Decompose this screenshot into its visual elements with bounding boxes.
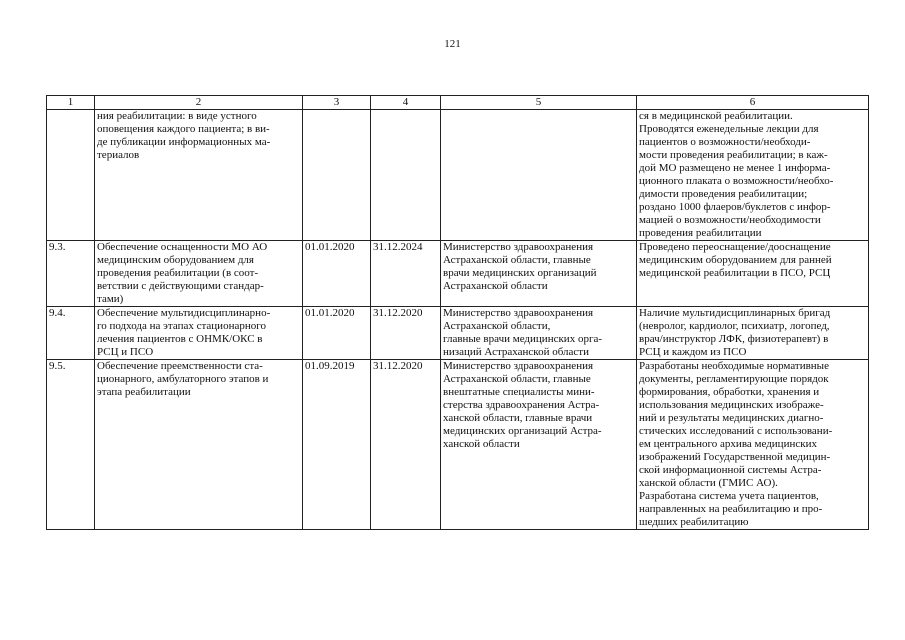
cell-text-line: медицинских организаций Астра-: [443, 425, 602, 437]
table-header-row: [47, 96, 869, 110]
start-date-cell: 01.09.2019: [303, 360, 371, 530]
header-col-1: 1: [47, 96, 95, 110]
cell-text-line: Астраханской области, главные: [443, 254, 591, 266]
cell-text-line: РСЦ и ПСО: [97, 346, 154, 358]
cell-text-line: тами): [97, 293, 124, 305]
responsible-cell: [441, 241, 637, 307]
result-cell: [637, 360, 869, 530]
row-number-cell: 9.4.: [47, 307, 95, 360]
cell-text-line: лечения пациентов с ОНМК/ОКС в: [97, 333, 263, 345]
cell-text-line: низаций Астраханской области: [443, 346, 589, 358]
cell-text-line: ханской области: [443, 438, 520, 450]
cell-text-line: Астраханской области: [443, 280, 548, 292]
cell-text-line: дой МО размещено не менее 1 информа-: [639, 162, 831, 174]
table-row: [47, 241, 869, 307]
cell-text-line: медицинским оборудованием для: [97, 254, 254, 266]
cell-text-line: ской информационной системы Астра-: [639, 464, 822, 476]
cell-text-line: документы, регламентирующие порядок: [639, 373, 829, 385]
cell-text-line: ния реабилитации: в виде устного: [97, 110, 257, 122]
event-cell: [95, 241, 303, 307]
cell-text-line: внештатные специалисты мини-: [443, 386, 595, 398]
cell-text-line: Наличие мультидисциплинарных бригад: [639, 307, 831, 319]
responsible-cell: [441, 307, 637, 360]
cell-text-line: формирования, обработки, хранения и: [639, 386, 820, 398]
cell-text-line: Астраханской области, главные: [443, 373, 591, 385]
row-number-cell: 9.5.: [47, 360, 95, 530]
result-cell: [637, 241, 869, 307]
cell-text-line: шедших реабилитацию: [639, 516, 749, 528]
cell-text-line: роздано 1000 флаеров/буклетов с инфор-: [639, 201, 831, 213]
cell-text-line: этапа реабилитации: [97, 386, 191, 398]
event-cell: [95, 307, 303, 360]
cell-text-line: мости проведения реабилитации; в каж-: [639, 149, 828, 161]
cell-text-line: проведения реабилитации (в соот-: [97, 267, 259, 279]
start-date-cell: 01.01.2020: [303, 241, 371, 307]
cell-text-line: димости проведения реабилитации;: [639, 188, 808, 200]
result-cell: [637, 307, 869, 360]
header-col-2: 2: [95, 96, 303, 110]
table-row: [47, 360, 869, 530]
cell-text-line: го подхода на этапах стационарного: [97, 320, 266, 332]
event-cell: [95, 360, 303, 530]
cell-text-line: Обеспечение преемственности ста-: [97, 360, 263, 372]
cell-text-line: ханской области (ГМИС АО).: [639, 477, 778, 489]
responsible-cell: [441, 360, 637, 530]
cell-text-line: ционарного, амбулаторного этапов и: [97, 373, 269, 385]
cell-text-line: Министерство здравоохранения: [443, 241, 594, 253]
responsible-cell: [441, 110, 637, 241]
cell-text-line: оповещения каждого пациента; в ви-: [97, 123, 270, 135]
cell-text-line: Министерство здравоохранения: [443, 360, 594, 372]
event-cell: [95, 110, 303, 241]
cell-text-line: Министерство здравоохранения: [443, 307, 594, 319]
row-number-cell: 9.3.: [47, 241, 95, 307]
cell-text-line: ветствии с действующими стандар-: [97, 280, 264, 292]
end-date-cell: 31.12.2024: [371, 241, 441, 307]
header-col-6: 6: [637, 96, 869, 110]
cell-text-line: стических исследований с использовани-: [639, 425, 833, 437]
cell-text-line: направленных на реабилитацию и про-: [639, 503, 823, 515]
cell-text-line: проведения реабилитации: [639, 227, 762, 239]
cell-text-line: врачи медицинских организаций: [443, 267, 597, 279]
table-body: [47, 110, 869, 530]
start-date-cell: 01.01.2020: [303, 307, 371, 360]
cell-text-line: изображений Государственной медицин-: [639, 451, 831, 463]
header-col-3: 3: [303, 96, 371, 110]
cell-text-line: де публикации информационных ма-: [97, 136, 271, 148]
end-date-cell: [371, 110, 441, 241]
cell-text-line: РСЦ и каждом из ПСО: [639, 346, 747, 358]
cell-text-line: Проводятся еженедельные лекции для: [639, 123, 819, 135]
cell-text-line: (невролог, кардиолог, психиатр, логопед,: [639, 320, 830, 332]
cell-text-line: териалов: [97, 149, 140, 161]
cell-text-line: ханской области, главные врачи: [443, 412, 593, 424]
cell-text-line: Обеспечение оснащенности МО АО: [97, 241, 268, 253]
cell-text-line: ционного плаката о возможности/необхо-: [639, 175, 834, 187]
cell-text-line: ся в медицинской реабилитации.: [639, 110, 793, 122]
page-number: 121: [444, 38, 461, 50]
cell-text-line: пациентов о возможности/необходи-: [639, 136, 811, 148]
cell-text-line: главные врачи медицинских орга-: [443, 333, 602, 345]
header-col-5: 5: [441, 96, 637, 110]
row-number-cell: [47, 110, 95, 241]
table-row: [47, 110, 869, 241]
cell-text-line: стерства здравоохранения Астра-: [443, 399, 600, 411]
cell-text-line: Разработана система учета пациентов,: [639, 490, 819, 502]
document-table: [46, 95, 869, 530]
start-date-cell: [303, 110, 371, 241]
cell-text-line: мацией о возможности/необходимости: [639, 214, 821, 226]
cell-text-line: использования медицинских изображе-: [639, 399, 824, 411]
cell-text-line: Обеспечение мультидисциплинарно-: [97, 307, 271, 319]
cell-text-line: ем центрального архива медицинских: [639, 438, 817, 450]
cell-text-line: Астраханской области,: [443, 320, 551, 332]
cell-text-line: врач/инструктор ЛФК, физиотерапевт) в: [639, 333, 829, 345]
cell-text-line: ний и результаты медицинских диагно-: [639, 412, 824, 424]
cell-text-line: Проведено переоснащение/дооснащение: [639, 241, 831, 253]
end-date-cell: 31.12.2020: [371, 360, 441, 530]
cell-text-line: медицинской реабилитации в ПСО, РСЦ: [639, 267, 831, 279]
header-col-4: 4: [371, 96, 441, 110]
cell-text-line: Разработаны необходимые нормативные: [639, 360, 829, 372]
table-row: [47, 307, 869, 360]
result-cell: [637, 110, 869, 241]
cell-text-line: медицинским оборудованием для ранней: [639, 254, 832, 266]
end-date-cell: 31.12.2020: [371, 307, 441, 360]
